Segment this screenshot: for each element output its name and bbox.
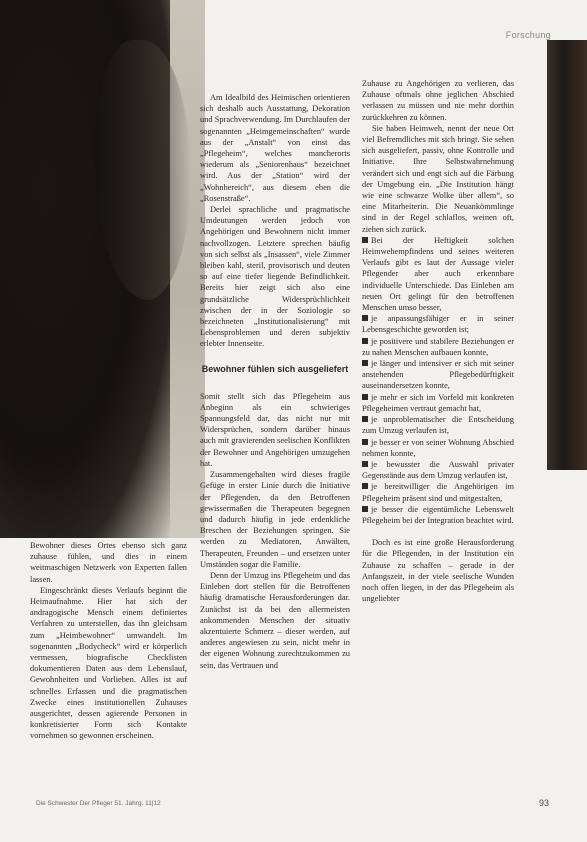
bullet-square-icon <box>362 360 368 366</box>
bullet-item <box>362 437 514 459</box>
bullet-text: je bewusster die Auswahl privater Gegenstände aus dem Umzug verlaufen ist, <box>362 459 514 481</box>
bullet-square-icon <box>362 237 368 243</box>
bullet-item <box>362 414 514 436</box>
bullet-square-icon <box>362 439 368 445</box>
bullet-square-icon <box>362 506 368 512</box>
paragraph: Zusammengehalten wird dieses fragile Gefüge in erster Linie durch die Initiative der Pflegenden, da den Betroffenen gewissermaßen die Therapeuten begegnen und dadurch häufig in jede erdenkliche Breschen der Beziehungen springen. Sie werden zu Mediatoren, Anwälten, Therapeuten, Freunden – und ersetzen unter Umständen sogar die Familie. <box>200 470 350 569</box>
bullet-item <box>362 336 514 358</box>
bullet-text: je länger und intensiver er sich mit seiner anstehenden Pflegebedürftigkeit auseinandersetzen konnte, <box>362 359 514 391</box>
portrait-photo <box>0 0 205 538</box>
bullet-text: je unproblematischer die Entscheidung zum Umzug verlaufen ist, <box>362 415 514 436</box>
bullet-text: je besser die eigentümliche Lebenswelt Pflegeheim bei der Integration beachtet wird. <box>362 504 514 525</box>
bullet-square-icon <box>362 394 368 400</box>
bullet-item <box>362 392 514 414</box>
bullet-item <box>362 358 514 392</box>
subheading: Bewohner fühlen sich ausgeliefert <box>201 363 349 374</box>
bullet-square-icon <box>362 483 368 489</box>
bullet-square-icon <box>362 416 368 422</box>
paragraph: Eingeschränkt dieses Verlaufs beginnt die Heimaufnahme. Hier hat sich der andragogische Mensch einem definiertes Verfahren zu unterstellen, das ihn gleichsam zum „Heimbewohner“ umwandelt. Im sogenannten „Bodycheck“ wird er körperlich vermessen, biografische Checklisten dokumentieren Daten aus dem Lebenslauf, Gewohnheiten und Vorlieben. Alles ist auf schnelles Erfassen und die pragmatischen Zwecke eines institutionellen Zuhauses ausgerichtet, dessen agierende Personen in konkretisierter Form sich Kontakte vornehmen so gewonnen erscheinen. <box>30 585 187 741</box>
column-2 <box>200 92 350 671</box>
paragraph: Somit stellt sich das Pflegeheim aus Anbeginn als ein schwieriges Spannungsfeld dar, das nicht nur mit Widersprüchen, sondern darüber hinaus auch mit gravierenden seelischen Konflikten der Bewohner und Angehörigen umzugehen hat. <box>200 391 350 468</box>
bullet-item <box>362 504 514 526</box>
paragraph: Sie haben Heimweh, nennt der neue Ort viel Befremdliches mit sich bringt. Sie sehen sich ausgeliefert, passiv, ohne Kontrolle und Initiative. Ihre Selbstwahrnehmung verändert sich und engt sich auf die Färbung der Umgebung ein. „Die Institution hängt wie eine schwarze Wolke über allem“, so eine Mitarbeiterin. Die Neuankömmlinge sind in der Regel schlaflos, weinen oft, ziehen sich zurück. <box>362 123 514 234</box>
bullet-square-icon <box>362 338 368 344</box>
column-1 <box>30 540 187 742</box>
bullet-text: je anpassungsfähiger er in seiner Lebensgeschichte geworden ist; <box>362 314 514 335</box>
bullet-text: je positivere und stabilere Beziehungen er zu nahen Menschen aufbauen konnte, <box>362 336 514 357</box>
paragraph: Zuhause zu Angehörigen zu verlieren, das Zuhause oftmals ohne jeglichen Abschied verlassen zu müssen und nie mehr dorthin zurückkehren zu können. <box>362 79 514 122</box>
bullet-text: Bei der Heftigkeit solchen Heimwehempfindens und seines weiteren Verlaufs gibt es laut der Aussage vieler Pflegender aber auch erkennbare individuelle Unterschiede. Das Einleben am neuen Ort gelingt für den betroffenen Menschen umso besser, <box>362 235 514 313</box>
bullet-square-icon <box>362 461 368 467</box>
footer-source: Die Schwester Der Pfleger 51. Jahrg. 11|12 <box>36 800 161 807</box>
column-3 <box>362 78 514 604</box>
bullet-square-icon <box>362 315 368 321</box>
bullet-item <box>362 313 514 335</box>
paragraph: Denn der Umzug ins Pflegeheim und das Einleben dort stellen für die Betroffenen häufig dramatische Herausforderungen dar. Zunächst ist da bei den allermeisten ankommenden Menschen der situativ akzentuierte Schmerz – dieser werden, auf anderes angewiesen zu sein, nicht mehr in der eigenen Wohnung zurechtzukommen zu sein, das Vertrauen und <box>200 570 350 670</box>
paragraph: Bewohner dieses Ortes ebenso sich ganz zuhause fühlen, und dies in einem weitmaschigen Netzwerk von Experten fallen lassen. <box>30 541 187 584</box>
bullet-text: je mehr er sich im Vorfeld mit konkreten Pflegeheimen vertraut gemacht hat, <box>362 392 514 413</box>
bullet-item <box>362 459 514 481</box>
right-edge-photo <box>547 40 587 470</box>
page-number: 93 <box>538 798 549 808</box>
section-header: Forschung <box>505 30 551 40</box>
bullet-item <box>362 481 514 503</box>
bullet-item <box>362 235 514 313</box>
paragraph: Derlei sprachliche und pragmatische Umdeutungen werden jedoch von Angehörigen und Bewohnern nicht immer nachvollzogen. Letztere sprechen häufig von sich selbst als „Insassen“, viele Zimmer bleiben kahl, steril, provisorisch und deuten so auf eine tiefer liegende Befindlichkeit. Bereits hier zeigt sich also eine grundsätzliche Widersprüchlichkeit zwischen der in der Soziologie so bezeichneten „Institutionalisierung“ mit Lebensproblemen und deren subjektiv erlebter Innenseite. <box>200 205 350 349</box>
bullet-text: je bereitwilliger die Angehörigen im Pflegeheim präsent sind und mitgestalten, <box>362 482 514 503</box>
paragraph: Am Idealbild des Heimischen orientieren sich deshalb auch Ausstattung, Dekoration und Sprachverwendung. Im Durchlaufen der sogenannten „Heimgemeinschaften“ wurde aus der „Anstalt“ von einst das „Pflegeheim“, welches mancherorts wiederum als „Seniorenhaus“ bezeichnet wird. Aus der „Station“ wird der „Wohnbereich“, aus diesem eben die „Rosenstraße“. <box>200 93 350 203</box>
paragraph: Doch es ist eine große Herausforderung für die Pflegenden, in der Institution ein Zuhause zu schaffen – gerade in der Anfangszeit, in der viele seelische Wunden noch offen liegen, in der das Pflegeheim als ungeliebter <box>362 538 514 604</box>
bullet-text: je besser er von seiner Wohnung Abschied nehmen konnte, <box>362 437 514 458</box>
